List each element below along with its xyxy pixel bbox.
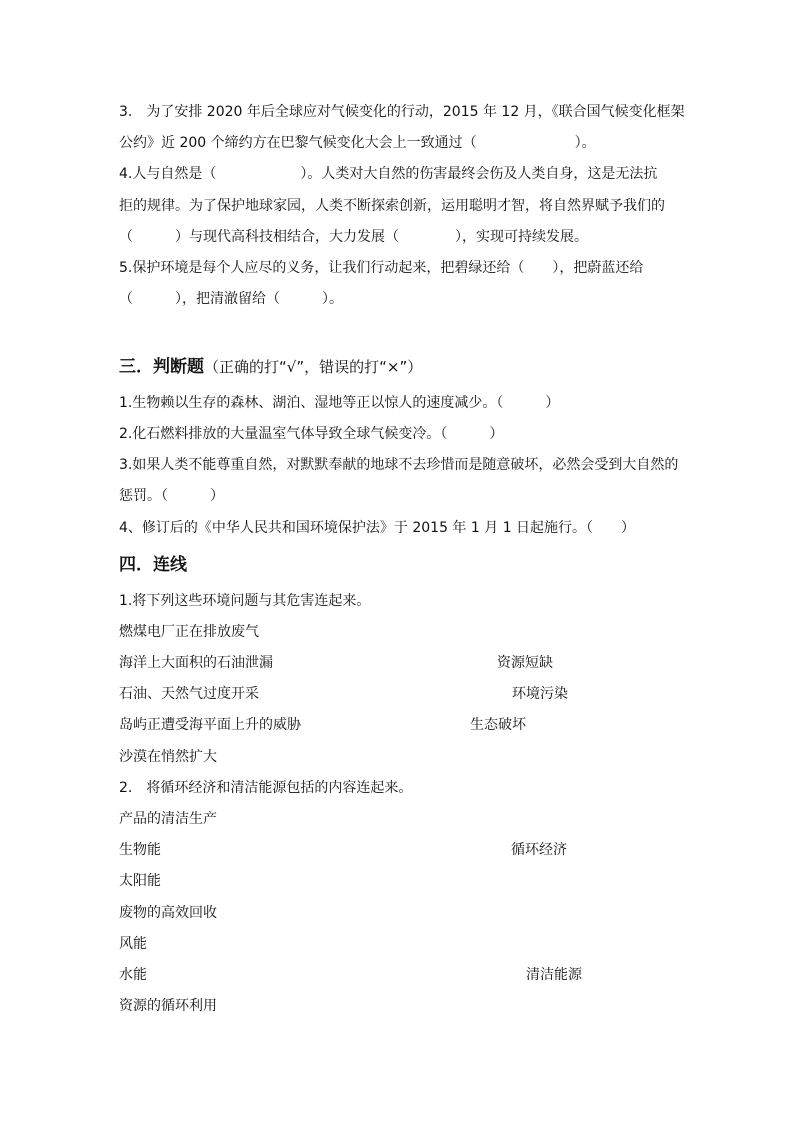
match-q1-right-3: 生态破坏 [470, 717, 526, 733]
match-q2-left-6: 水能 [119, 967, 147, 983]
q3-line-2: 公约》近 200 个缔约方在巴黎气候变化大会上一致通过（ ）。 [119, 135, 596, 151]
judge-item-2: 2.化石燃料排放的大量温室气体导致全球气候变冷。（ ） [119, 426, 504, 442]
judge-heading-title: 三．判断题 [119, 357, 204, 377]
match-q1-left-2: 海洋上大面积的石油泄漏 [119, 655, 273, 671]
match-q1-left-3: 石油、天然气过度开采 [119, 686, 259, 702]
match-q2-right-1: 循环经济 [511, 842, 567, 858]
judge-heading-note: （正确的打“√”，错误的打“×”） [204, 358, 423, 376]
match-q2-prompt: 2. 将循环经济和清洁能源包括的内容连起来。 [119, 780, 413, 796]
match-q1-prompt: 1.将下列这些环境问题与其危害连起来。 [119, 593, 371, 609]
q4-line-2: 拒的规律。为了保护地球家园，人类不断探索创新，运用聪明才智，将自然界赋予我们的 [119, 198, 665, 214]
match-q2-left-7: 资源的循环利用 [119, 998, 217, 1014]
match-q1-right-2: 环境污染 [512, 686, 568, 702]
q5-line-2: （ ），把清澈留给（ ）。 [119, 291, 343, 307]
q4-line-1: 4.人与自然是（ ）。人类对大自然的伤害最终会伤及人类自身，这是无法抗 [119, 166, 658, 182]
judge-heading [119, 355, 422, 379]
match-q1-left-4: 岛屿正遭受海平面上升的威胁 [119, 717, 301, 733]
judge-item-4: 4、修订后的《中华人民共和国环境保护法》于 2015 年 1 月 1 日起施行。（ ） [119, 520, 636, 536]
match-q1-left-1: 燃煤电厂正在排放废气 [119, 624, 259, 640]
q3-line-1: 3. 为了安排 2020 年后全球应对气候变化的行动，2015 年 12 月，《联合国气候变化框架 [119, 104, 685, 120]
match-q1-left-5: 沙漠在悄然扩大 [119, 749, 217, 765]
match-q1-right-1: 资源短缺 [497, 655, 553, 671]
match-q2-left-3: 太阳能 [119, 873, 161, 889]
judge-item-3: 3.如果人类不能尊重自然，对默默奉献的地球不去珍惜而是随意破坏，必然会受到大自然的 [119, 457, 679, 473]
match-q2-left-4: 废物的高效回收 [119, 905, 217, 921]
match-q2-right-2: 清洁能源 [526, 967, 582, 983]
match-q2-left-2: 生物能 [119, 842, 161, 858]
match-q2-left-1: 产品的清洁生产 [119, 811, 217, 827]
q4-line-3: （ ）与现代高科技相结合，大力发展（ ），实现可持续发展。 [119, 229, 588, 245]
judge-item-1: 1.生物赖以生存的森林、湖泊、湿地等正以惊人的速度减少。（ ） [119, 395, 560, 411]
match-q2-left-5: 风能 [119, 936, 147, 952]
q5-line-1: 5.保护环境是每个人应尽的义务，让我们行动起来，把碧绿还给（ ），把蔚蓝还给 [119, 260, 644, 276]
match-heading: 四．连线 [119, 555, 187, 575]
judge-item-3-cont: 惩罚。（ ） [119, 488, 224, 504]
